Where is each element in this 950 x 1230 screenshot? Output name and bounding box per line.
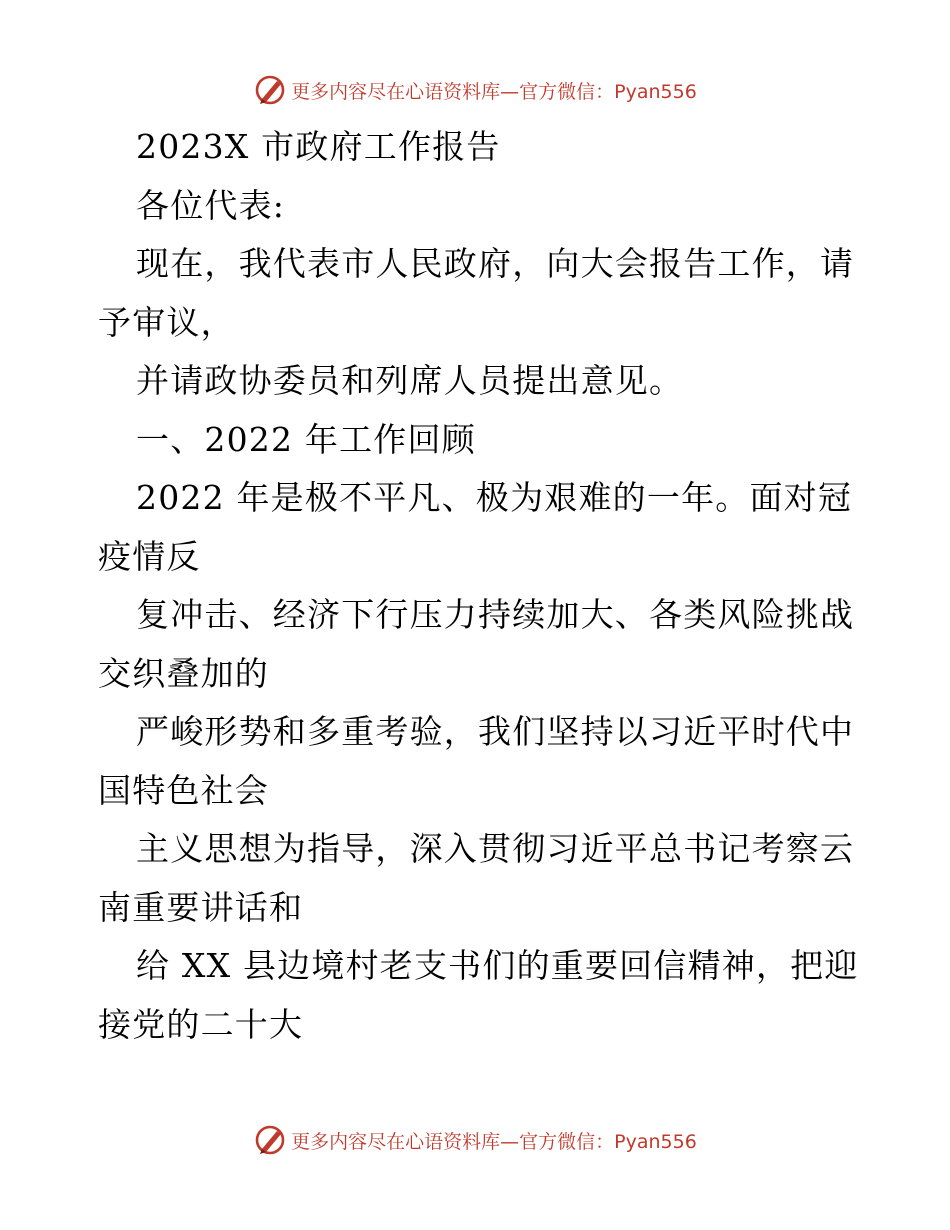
text-line: 予审议， bbox=[98, 302, 235, 342]
watermark-text: 更多内容尽在心语资料库—官方微信：Pyan556 bbox=[291, 80, 697, 103]
pen-seal-icon bbox=[253, 1123, 287, 1157]
footer-watermark bbox=[0, 1120, 950, 1160]
text-line: 疫情反 bbox=[98, 536, 201, 576]
text-line: 接党的二十大 bbox=[98, 1004, 304, 1044]
text-line: 南重要讲话和 bbox=[98, 887, 304, 927]
text-line: 现在，我代表市人民政府，向大会报告工作，请 bbox=[136, 244, 855, 283]
text-line: 严峻形势和多重考验，我们坚持以习近平时代中 bbox=[136, 712, 855, 751]
text-line: 国特色社会 bbox=[98, 770, 269, 810]
header-watermark bbox=[0, 70, 950, 110]
text-line: 一、2022 年工作回顾 bbox=[136, 419, 476, 459]
text-line: 复冲击、经济下行压力持续加大、各类风险挑战 bbox=[136, 595, 855, 634]
pen-seal-icon bbox=[253, 73, 287, 107]
document-body bbox=[98, 118, 868, 1054]
text-line: 2022 年是极不平凡、极为艰难的一年。面对冠 bbox=[136, 478, 853, 517]
text-line: 交织叠加的 bbox=[98, 653, 269, 693]
text-line: 给 XX 县边境村老支书们的重要回信精神，把迎 bbox=[136, 946, 859, 985]
text-line: 各位代表: bbox=[136, 185, 286, 225]
text-line: 并请政协委员和列席人员提出意见。 bbox=[136, 361, 684, 400]
text-line: 主义思想为指导，深入贯彻习近平总书记考察云 bbox=[136, 829, 855, 868]
text-line: 2023X 市政府工作报告 bbox=[136, 127, 501, 166]
watermark-text: 更多内容尽在心语资料库—官方微信：Pyan556 bbox=[291, 1130, 697, 1153]
